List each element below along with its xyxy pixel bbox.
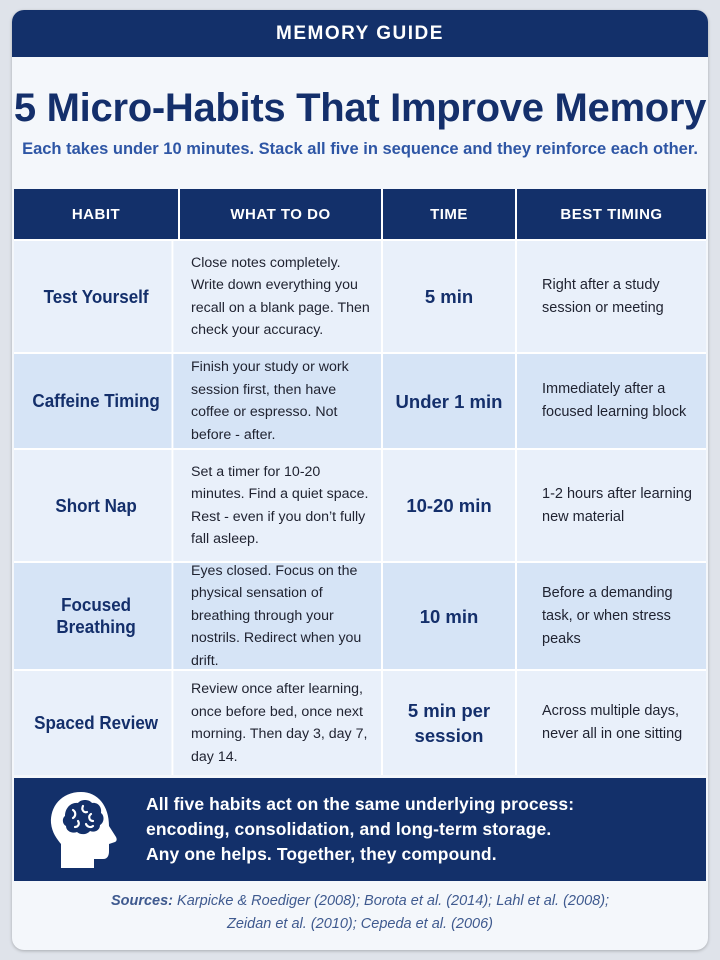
habit-instructions: Review once after learning, once before bed, once next morning. Then day 3, day 7, day 14. xyxy=(180,671,383,775)
column-header-best-timing: BEST TIMING xyxy=(560,205,663,223)
banner-message xyxy=(146,792,574,867)
habit-best-timing: Right after a study session or meeting xyxy=(542,276,664,316)
habit-time: 5 min xyxy=(383,241,517,352)
habit-name: Test Yourself xyxy=(21,241,174,352)
habits-table xyxy=(14,189,706,775)
page-title: 5 Micro-Habits That Improve Memory xyxy=(13,86,707,130)
table-row xyxy=(14,352,706,448)
sources-line-2: Zeidan et al. (2010); Cepeda et al. (2006) xyxy=(227,916,493,932)
table-row xyxy=(14,561,706,669)
table-row xyxy=(14,669,706,775)
sources-label: Sources: xyxy=(110,893,173,909)
banner-line-3: Any one helps. Together, they compound. xyxy=(146,844,497,864)
habit-time: 5 min per session xyxy=(383,671,517,775)
banner-line-2: encoding, consolidation, and long-term storage. xyxy=(146,819,552,839)
table-row xyxy=(14,239,706,352)
sources-citation xyxy=(12,890,708,936)
habit-instructions: Finish your study or work session first, then have coffee or espresso. Not before - after. xyxy=(180,354,383,448)
habit-instructions: Eyes closed. Focus on the physical sensation of breathing through your nostrils. Redirect when you drift. xyxy=(180,563,383,669)
sources-line-1: Karpicke & Roediger (2008); Borota et al. (2014); Lahl et al. (2008); xyxy=(177,893,610,909)
habit-best-timing: 1-2 hours after learning new material xyxy=(542,485,692,525)
table-header xyxy=(14,189,706,239)
habit-best-timing: Before a demanding task, or when stress peaks xyxy=(542,584,673,647)
table-row xyxy=(14,448,706,561)
header-label: MEMORY GUIDE xyxy=(276,22,444,44)
column-header-what-to-do: WHAT TO DO xyxy=(180,189,383,239)
habit-time: 10-20 min xyxy=(383,450,517,561)
habit-best-timing: Immediately after a focused learning block xyxy=(542,381,687,420)
column-header-habit: HABIT xyxy=(14,189,180,239)
column-header-time: TIME xyxy=(383,189,517,239)
habit-name: Short Nap xyxy=(21,450,174,561)
habit-time: 10 min xyxy=(383,563,517,669)
habit-name: Spaced Review xyxy=(21,671,174,775)
banner-line-1: All five habits act on the same underlying process: xyxy=(146,794,575,814)
habit-best-timing: Across multiple days, never all in one sitting xyxy=(542,703,683,742)
head-brain-icon xyxy=(34,778,134,881)
memory-guide-card xyxy=(12,10,708,950)
habit-instructions: Close notes completely. Write down everything you recall on a blank page. Then check your accuracy. xyxy=(180,241,383,352)
habit-name: Caffeine Timing xyxy=(21,354,174,448)
summary-banner xyxy=(14,778,706,881)
habit-instructions: Set a timer for 10-20 minutes. Find a quiet space. Rest - even if you don’t fully fall asleep. xyxy=(180,450,383,561)
page-subtitle: Each takes under 10 minutes. Stack all five in sequence and they reinforce each other. xyxy=(22,140,698,158)
header-bar xyxy=(12,10,708,57)
habit-time: Under 1 min xyxy=(383,354,517,448)
habit-name: Focused Breathing xyxy=(21,563,174,669)
